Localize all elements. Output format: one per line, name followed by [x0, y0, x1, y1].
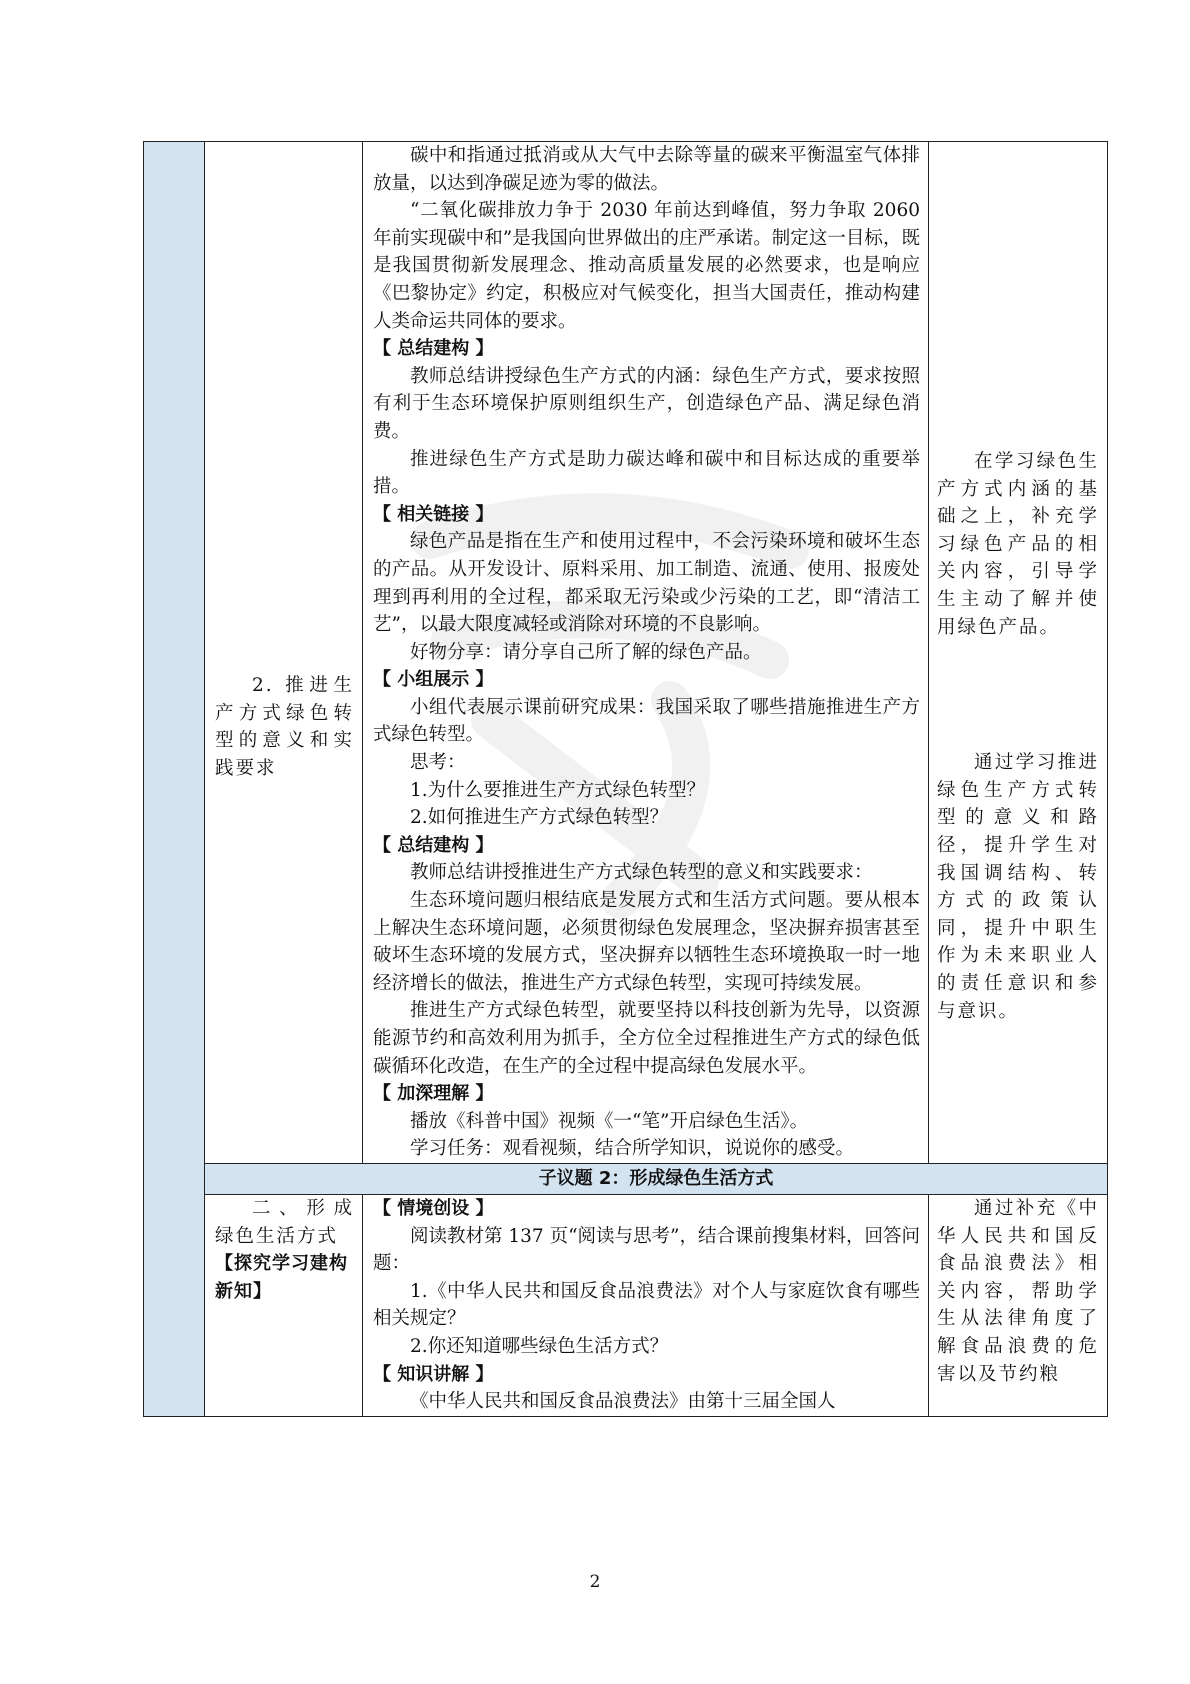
section-heading: 【 总结建构 】 [373, 338, 494, 360]
paragraph: 播放《科普中国》视频《一“笔”开启绿色生活》。 [410, 1110, 809, 1132]
paragraph: 1.《中华人民共和国反食品浪费法》对个人与家庭饮食有哪些相关规定？ [373, 1280, 920, 1330]
section-heading: 【 小组展示 】 [373, 669, 494, 691]
upper-left-cell [205, 142, 363, 1164]
upper-side-cell [929, 142, 1108, 1164]
lower-left-cell [205, 1194, 363, 1416]
paragraph: “二氧化碳排放力争于 2030 年前达到峰值，努力争取 2060 年前实现碳中和”是我国向世界做出的庄严承诺。制定这一目标，既是我国贯彻新发展理念、推动高质量发展的必然要求，也是响应《巴黎协定》约定，积极应对气候变化，担当大国责任，推动构建人类命运共同体的要求。 [373, 200, 920, 332]
paragraph: 阅读教材第 137 页“阅读与思考”，结合课前搜集材料，回答问题： [373, 1225, 920, 1275]
paragraph: 思考： [410, 752, 466, 774]
section-heading: 【 加深理解 】 [373, 1083, 494, 1105]
paragraph: 《中华人民共和国反食品浪费法》由第十三届全国人 [410, 1391, 836, 1413]
upper-side-note-2: 通过学习推进绿色生产方式转型的意义和路径，提升学生对我国调结构、转方式的政策认同，提升中职生作为未来职业人的责任意识和参与意识。 [937, 752, 1099, 1022]
upper-side-note-1: 在学习绿色生产方式内涵的基础之上，补充学习绿色产品的相关内容，引导学生主动了解并使用绿色产品。 [937, 451, 1099, 638]
subtopic-title: 子议题 2：形成绿色生活方式 [538, 1167, 774, 1189]
stage-column [144, 142, 205, 1417]
paragraph: 2.如何推进生产方式绿色转型？ [410, 807, 669, 829]
paragraph: 2.你还知道哪些绿色生活方式？ [410, 1335, 669, 1357]
paragraph: 教师总结讲授推进生产方式绿色转型的意义和实践要求： [410, 862, 873, 884]
paragraph: 小组代表展示课前研究成果：我国采取了哪些措施推进生产方式绿色转型。 [373, 696, 920, 746]
section-heading: 【 相关链接 】 [373, 503, 494, 525]
paragraph: 好物分享：请分享自己所了解的绿色产品。 [410, 641, 762, 663]
lower-side-note: 通过补充《中华人民共和国反食品浪费法》相关内容，帮助学生从法律角度了解食品浪费的危害以及节约粮 [937, 1197, 1099, 1385]
lower-left-label: 二、形成绿色生活方式 [215, 1197, 354, 1247]
lower-main-content [373, 1195, 920, 1416]
subtopic-row [144, 1163, 1108, 1194]
page-number: 2 [589, 1572, 601, 1592]
paragraph: 教师总结讲授绿色生产方式的内涵：绿色生产方式，要求按照有利于生态环境保护原则组织生产，创造绿色产品、满足绿色消费。 [373, 365, 920, 442]
section-heading: 【 总结建构 】 [373, 834, 494, 856]
upper-main-content [373, 142, 920, 1163]
upper-left-label: 2. 推进生产方式绿色转型的意义和实践要求 [215, 675, 354, 779]
section-heading: 【 知识讲解 】 [373, 1363, 494, 1385]
paragraph: 学习任务：观看视频，结合所学知识，说说你的感受。 [410, 1138, 855, 1160]
paragraph: 1.为什么要推进生产方式绿色转型？ [410, 779, 706, 801]
paragraph: 推进绿色生产方式是助力碳达峰和碳中和目标达成的重要举措。 [373, 448, 920, 498]
paragraph: 绿色产品是指在生产和使用过程中，不会污染环境和破坏生态的产品。从开发设计、原料采用、加工制造、流通、使用、报废处理到再利用的全过程，都采取无污染或少污染的工艺，即“清洁工艺”，以最大限度减轻或消除对环境的不良影响。 [373, 531, 920, 636]
section-heading: 【 情境创设 】 [373, 1197, 494, 1219]
upper-main-cell [363, 142, 929, 1164]
table-row-upper [144, 142, 1108, 1164]
table-row-lower [144, 1194, 1108, 1416]
lower-main-cell [363, 1194, 929, 1416]
paragraph: 生态环境问题归根结底是发展方式和生活方式问题。要从根本上解决生态环境问题，必须贯彻绿色发展理念，坚决摒弃损害甚至破坏生态环境的发展方式，坚决摒弃以牺牲生态环境换取一时一地经济增长的做法，推进生产方式绿色转型，实现可持续发展。 [373, 890, 920, 994]
subtopic-cell [205, 1163, 1108, 1194]
lower-side-cell [929, 1194, 1108, 1416]
paragraph: 碳中和指通过抵消或从大气中去除等量的碳来平衡温室气体排放量，以达到净碳足迹为零的做法。 [373, 145, 920, 194]
lower-left-bracket: 【探究学习建构新知】 [215, 1253, 348, 1302]
paragraph: 推进生产方式绿色转型，就要坚持以科技创新为先导，以资源能源节约和高效利用为抓手，全方位全过程推进生产方式的绿色低碳循环化改造，在生产的全过程中提高绿色发展水平。 [373, 1000, 920, 1077]
lesson-table [143, 141, 1108, 1417]
